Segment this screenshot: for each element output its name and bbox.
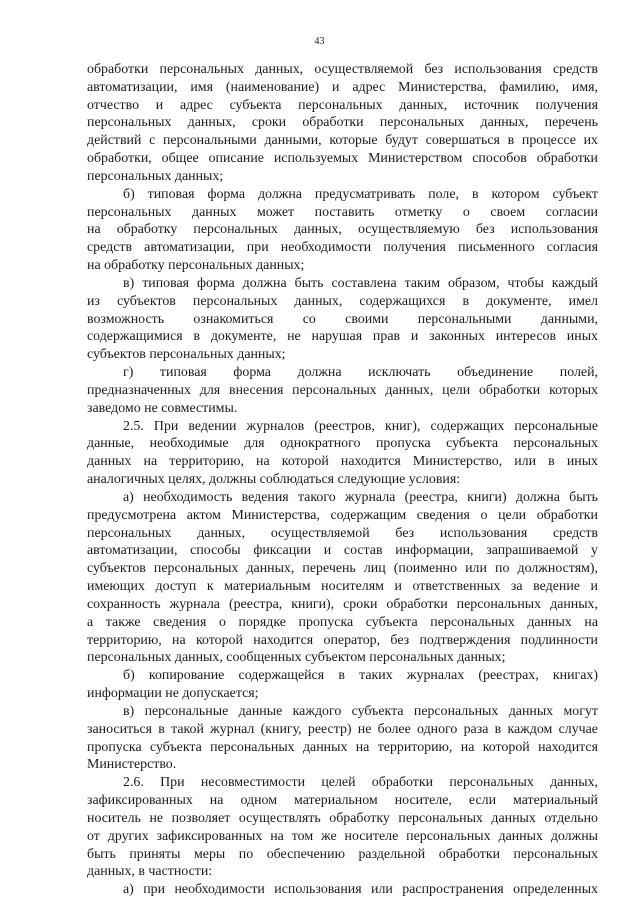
text-line: 2.5. При ведении журналов (реестров, книг), содержащих персональные xyxy=(123,418,598,434)
text-line: территорию, на которой находится оператор, без подтверждения подлинности xyxy=(87,632,598,648)
text-line: отчество и адрес субъекта персональных данных, источник получения xyxy=(87,97,598,113)
text-line: автоматизации, имя (наименование) и адрес Министерства, фамилию, имя, xyxy=(87,79,598,95)
text-line: субъектов персональных данных, перечень лиц (поименно или по должностям), xyxy=(87,561,598,577)
text-line: а) необходимость ведения такого журнала (реестра, книги) должна быть xyxy=(123,489,598,505)
text-line: имеющих доступ к материальным носителям и ответственных за ведение и xyxy=(87,579,598,595)
text-line: аналогичных целях, должны соблюдаться следующие условия: xyxy=(87,472,461,488)
text-line: персональных данных может поставить отметку о своем согласии xyxy=(87,204,598,220)
text-line: а) при необходимости использования или распространения определенных xyxy=(123,882,598,898)
text-line: Министерство. xyxy=(87,757,177,773)
text-line: заноситься в такой журнал (книгу, реестр) не более одного раза в каждом случае xyxy=(87,721,598,737)
text-line: 2.6. При несовместимости целей обработки персональных данных, xyxy=(123,775,598,791)
text-line: предназначенных для внесения персональных данных, цели обработки которых xyxy=(87,382,598,398)
text-line: автоматизации, способы фиксации и состав информации, запрашиваемой у xyxy=(87,543,598,559)
text-line: зафиксированных на одном материальном носителе, если материальный xyxy=(87,793,598,809)
text-line: персональных данных, сообщенных субъектом персональных данных; xyxy=(87,650,506,666)
text-line: б) копирование содержащейся в таких журналах (реестрах, книгах) xyxy=(123,668,598,684)
text-line: обработки, общее описание используемых Министерством способов обработки xyxy=(87,151,598,167)
text-line: заведомо не совместимы. xyxy=(87,400,238,416)
text-line: обработки персональных данных, осуществляемой без использования средств xyxy=(87,62,598,77)
text-line: персональных данных, осуществляемой без использования средств xyxy=(87,525,598,541)
text-line: персональных данных, сроки обработки персональных данных, перечень xyxy=(87,115,598,131)
text-line: быть приняты меры по обеспечению раздельной обработки персональных xyxy=(87,846,598,862)
text-line: сохранность журнала (реестра, книги), сроки обработки персональных данных, xyxy=(87,596,598,612)
text-line: данных, в частности: xyxy=(87,864,213,880)
text-line: данные, необходимые для однократного пропуска субъекта персональных xyxy=(87,436,598,452)
text-line: действий с персональными данными, которые будут совершаться в процессе их xyxy=(87,133,598,149)
text-line: пропуска субъекта персональных данных на территорию, на которой находится xyxy=(87,739,598,755)
text-line: в) персональные данные каждого субъекта персональных данных могут xyxy=(123,703,598,719)
text-line: информации не допускается; xyxy=(87,686,259,702)
text-line: данных на территорию, на которой находится Министерство, или в иных xyxy=(87,454,598,470)
text-line: средств автоматизации, при необходимости получения письменного согласия xyxy=(87,240,598,256)
text-line: на обработку персональных данных; xyxy=(87,258,305,274)
text-line: предусмотрена актом Министерства, содержащим сведения о цели обработки xyxy=(87,507,598,523)
text-line: содержащимися в документе, не нарушая прав и законных интересов иных xyxy=(87,329,598,345)
text-line: г) типовая форма должна исключать объединение полей, xyxy=(123,365,598,381)
text-line: б) типовая форма должна предусматривать поле, в котором субъект xyxy=(123,186,598,202)
text-line: субъектов персональных данных; xyxy=(87,347,286,363)
text-line: носитель не позволяет осуществлять обработку персональных данных отдельно xyxy=(87,810,598,826)
text-line: на обработку персональных данных, осуществляемую без использования xyxy=(87,222,598,238)
text-line: из субъектов персональных данных, содержащихся в документе, имел xyxy=(87,293,598,309)
text-line: в) типовая форма должна быть составлена таким образом, чтобы каждый xyxy=(123,275,598,291)
text-line: персональных данных; xyxy=(87,168,224,184)
text-line: возможность ознакомиться со своими персональными данными, xyxy=(87,311,598,327)
text-line: от других зафиксированных на том же носителе персональных данных должны xyxy=(87,828,598,844)
text-line: а также сведения о порядке пропуска субъекта персональных данных на xyxy=(87,614,598,630)
page-number: 43 xyxy=(314,36,325,47)
